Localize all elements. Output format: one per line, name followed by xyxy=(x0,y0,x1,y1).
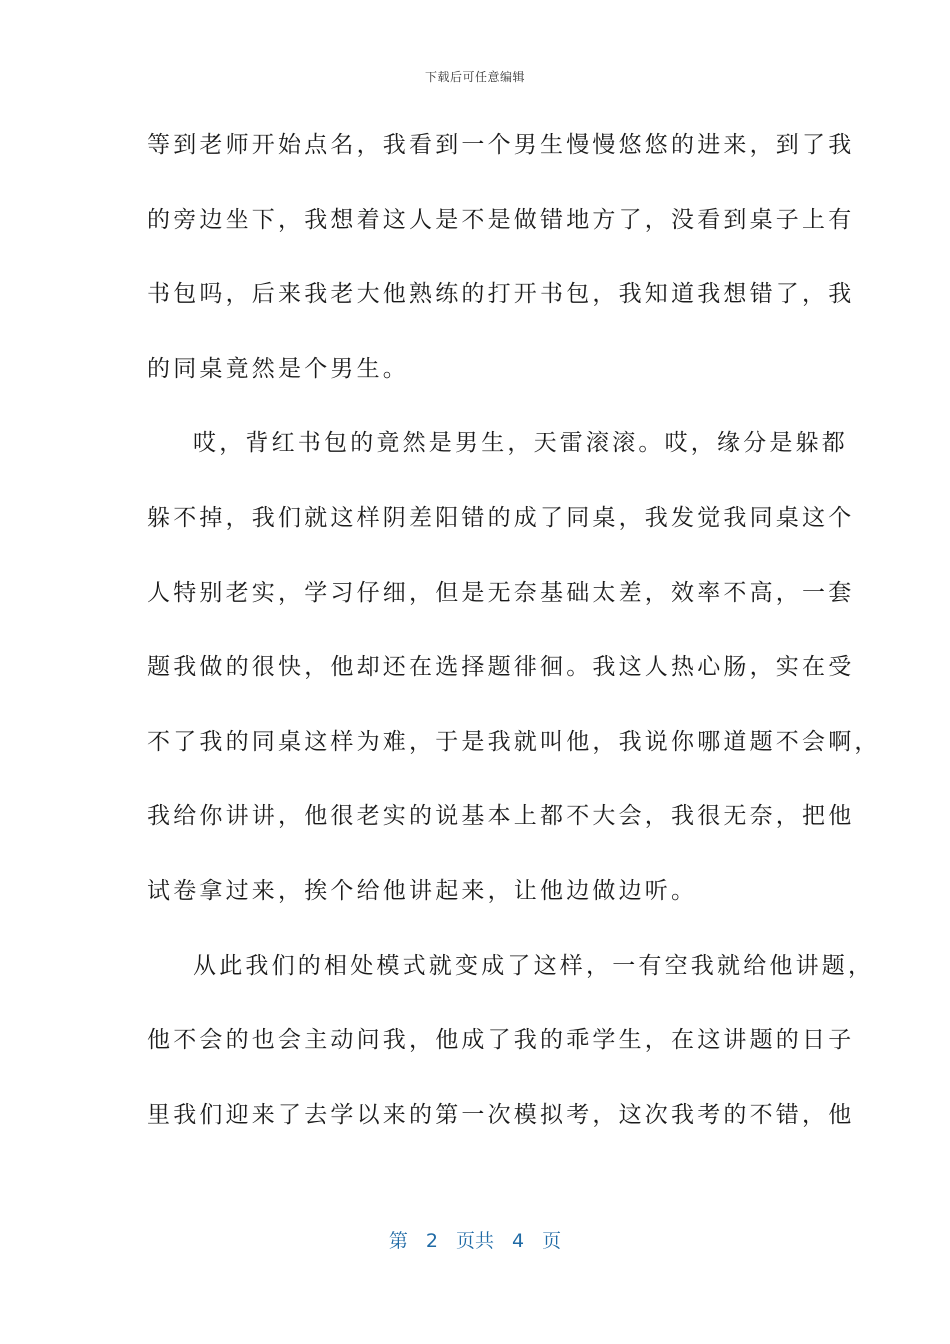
footer-middle: 页共 xyxy=(455,1230,494,1252)
text-line: 的同桌竟然是个男生。 xyxy=(147,355,409,382)
text-line: 躲不掉，我们就这样阴差阳错的成了同桌，我发觉我同桌这个 xyxy=(147,504,855,531)
text-line: 从此我们的相处模式就变成了这样，一有空我就给他讲题， xyxy=(193,952,875,979)
page-footer xyxy=(0,1226,950,1253)
text-line: 人特别老实，学习仔细，但是无奈基础太差，效率不高，一套 xyxy=(147,579,855,606)
text-line: 书包吗，后来我老大他熟练的打开书包，我知道我想错了，我 xyxy=(147,281,855,308)
current-page-number: 2 xyxy=(425,1230,438,1252)
text-line: 的旁边坐下，我想着这人是不是做错地方了，没看到桌子上有 xyxy=(147,206,855,233)
text-line: 题我做的很快，他却还在选择题徘徊。我这人热心肠，实在受 xyxy=(147,654,855,681)
text-line: 里我们迎来了去学以来的第一次模拟考，这次我考的不错，他 xyxy=(147,1101,855,1128)
text-line: 不了我的同桌这样为难，于是我就叫他，我说你哪道题不会啊， xyxy=(147,728,881,755)
text-line: 哎，背红书包的竟然是男生，天雷滚滚。哎，缘分是躲都 xyxy=(193,430,848,457)
text-line: 试卷拿过来，挨个给他讲起来，让他边做边听。 xyxy=(147,877,698,904)
total-pages-number: 4 xyxy=(512,1230,525,1252)
page-header: 下载后可任意编辑 xyxy=(424,70,525,84)
footer-prefix: 第 xyxy=(388,1230,408,1252)
text-line: 他不会的也会主动问我，他成了我的乖学生，在这讲题的日子 xyxy=(147,1027,855,1054)
footer-suffix: 页 xyxy=(542,1230,562,1252)
text-line: 等到老师开始点名，我看到一个男生慢慢悠悠的进来，到了我 xyxy=(147,132,855,158)
text-line: 我给你讲讲，他很老实的说基本上都不大会，我很无奈，把他 xyxy=(147,803,855,830)
document-body xyxy=(147,121,881,1165)
